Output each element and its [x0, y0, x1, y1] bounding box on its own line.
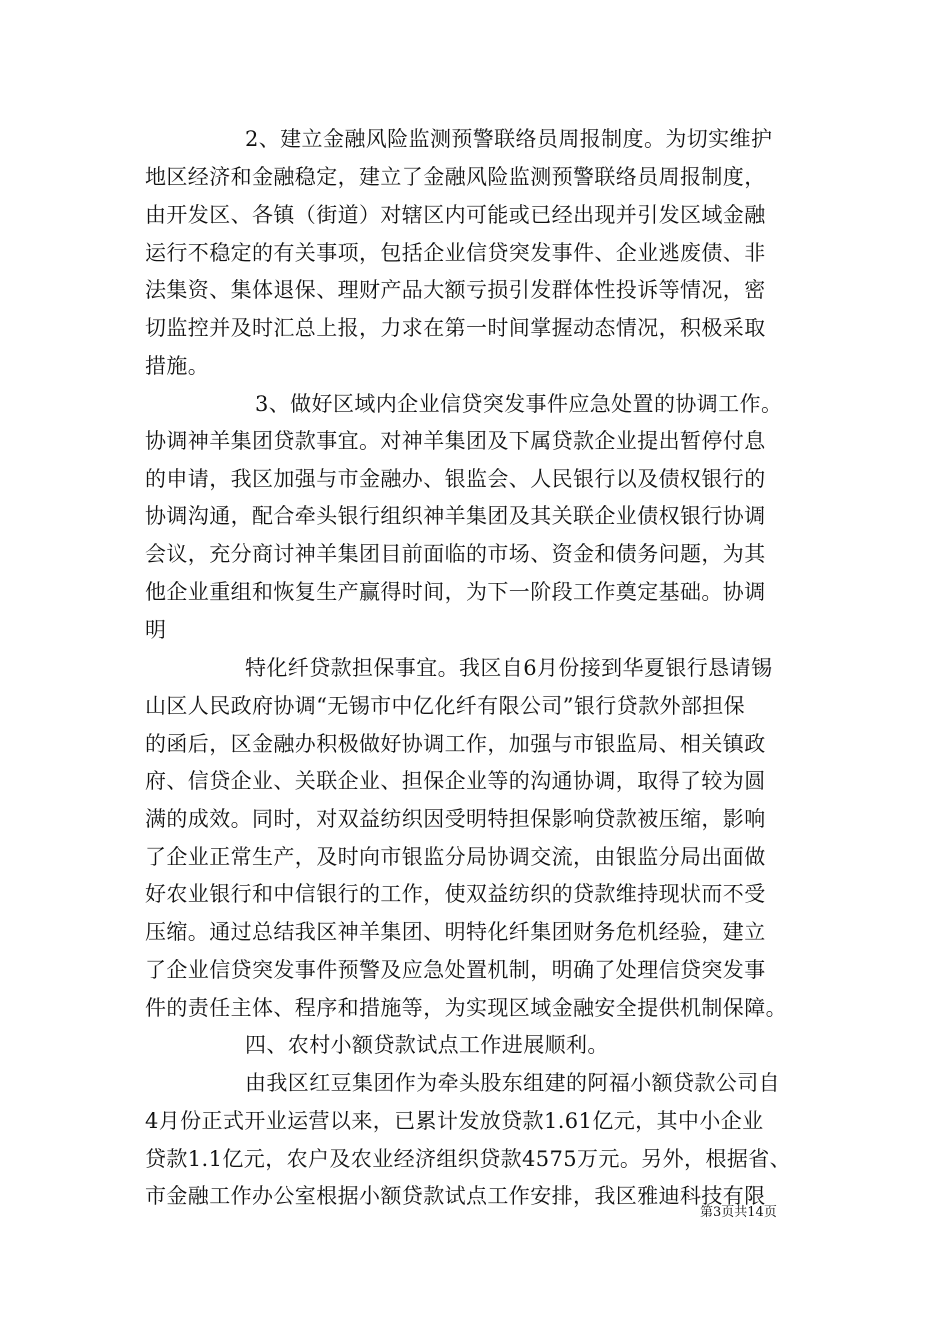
text-line: 地区经济和金融稳定，建立了金融风险监测预警联络员周报制度，	[145, 165, 766, 189]
text-line: 特化纤贷款担保事宜。我区自6月份接到华夏银行恳请锡	[245, 656, 773, 680]
section-heading: 四、农村小额贷款试点工作进展顺利。	[245, 1033, 609, 1057]
text-line: 府、信贷企业、关联企业、担保企业等的沟通协调，取得了较为圆	[145, 769, 766, 793]
text-line: 4月份正式开业运营以来，已累计发放贷款1.61亿元，其中小企业	[145, 1109, 764, 1133]
text-line: 件的责任主体、程序和措施等，为实现区域金融安全提供机制保障。	[145, 996, 787, 1020]
text-line: 他企业重组和恢复生产赢得时间，为下一阶段工作奠定基础。协调	[145, 580, 766, 604]
text-line: 好农业银行和中信银行的工作，使双益纺织的贷款维持现状而不受	[145, 882, 766, 906]
text-line: 3、做好区域内企业信贷突发事件应急处置的协调工作。	[255, 392, 783, 416]
text-line: 措施。	[145, 354, 210, 378]
text-line: 会议，充分商讨神羊集团目前面临的市场、资金和债务问题，为其	[145, 542, 766, 566]
text-line: 协调沟通，配合牵头银行组织神羊集团及其关联企业债权银行协调	[145, 504, 766, 528]
text-line: 由我区红豆集团作为牵头股东组建的阿福小额贷款公司自	[245, 1071, 780, 1095]
text-line: 满的成效。同时，对双益纺织因受明特担保影响贷款被压缩，影响	[145, 807, 766, 831]
text-line: 了企业正常生产，及时向市银监分局协调交流，由银监分局出面做	[145, 845, 766, 869]
text-line: 切监控并及时汇总上报，力求在第一时间掌握动态情况，积极采取	[145, 316, 766, 340]
page-number-footer: 第3页共14页	[700, 1205, 777, 1220]
text-line: 的函后，区金融办积极做好协调工作，加强与市银监局、相关镇政	[145, 732, 766, 756]
text-line: 的申请，我区加强与市金融办、银监会、人民银行以及债权银行的	[145, 467, 766, 491]
text-line: 法集资、集体退保、理财产品大额亏损引发群体性投诉等情况，密	[145, 278, 766, 302]
text-line: 山区人民政府协调“无锡市中亿化纤有限公司”银行贷款外部担保	[145, 694, 746, 718]
text-line: 2、建立金融风险监测预警联络员周报制度。为切实维护	[245, 127, 773, 151]
text-line: 市金融工作办公室根据小额贷款试点工作安排，我区雅迪科技有限	[145, 1184, 766, 1208]
text-line: 明	[145, 618, 167, 642]
text-line: 由开发区、各镇（街道）对辖区内可能或已经出现并引发区域金融	[145, 203, 766, 227]
text-line: 贷款1.1亿元，农户及农业经济组织贷款4575万元。另外，根据省、	[145, 1147, 792, 1171]
text-line: 压缩。通过总结我区神羊集团、明特化纤集团财务危机经验，建立	[145, 920, 766, 944]
text-line: 协调神羊集团贷款事宜。对神羊集团及下属贷款企业提出暂停付息	[145, 429, 766, 453]
text-line: 运行不稳定的有关事项，包括企业信贷突发事件、企业逃废债、非	[145, 241, 766, 265]
text-line: 了企业信贷突发事件预警及应急处置机制，明确了处理信贷突发事	[145, 958, 766, 982]
